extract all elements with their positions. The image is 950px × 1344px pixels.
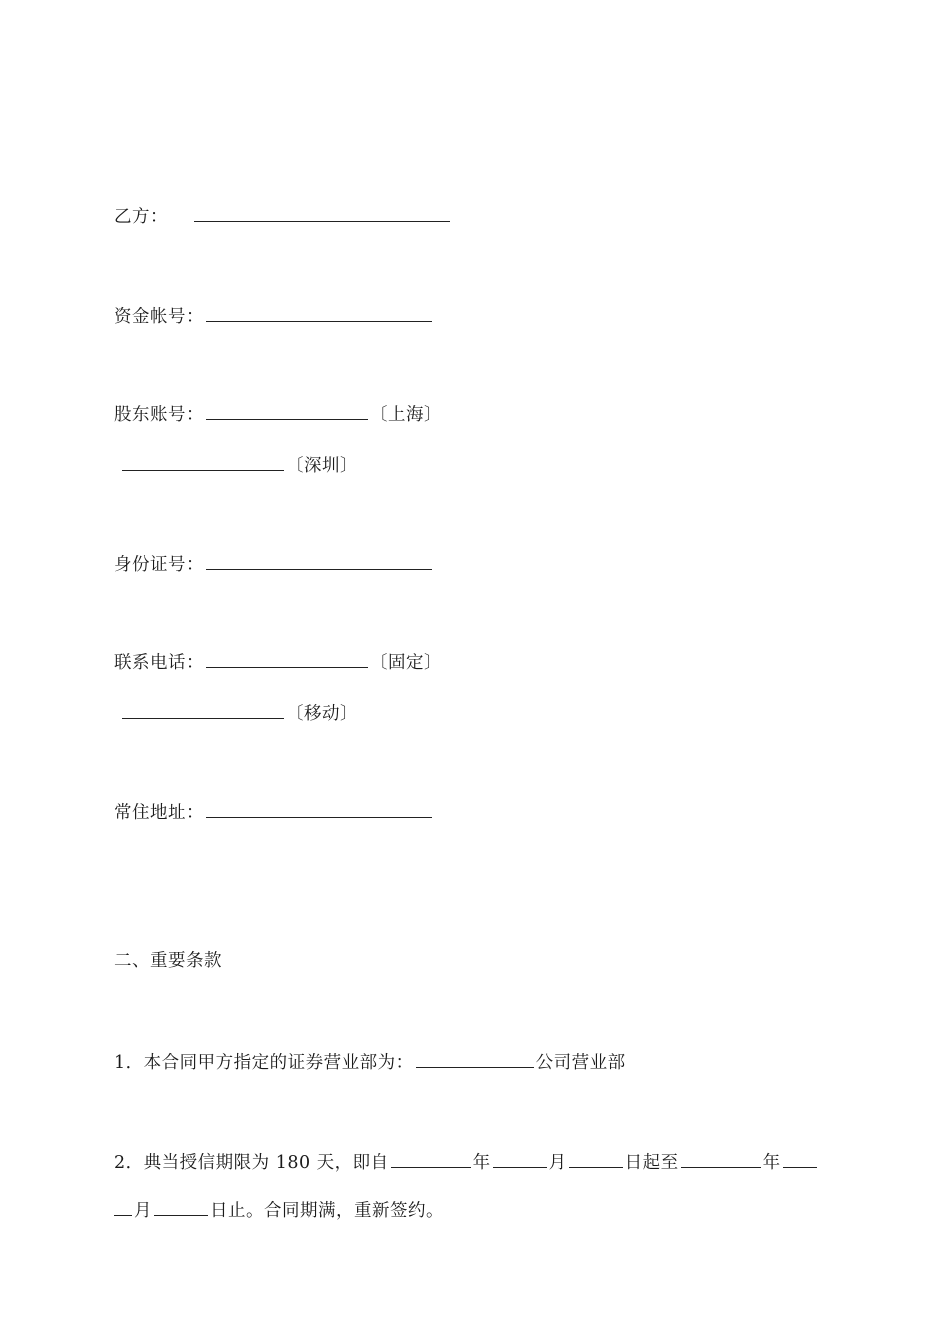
shanghai-suffix: 〔上海〕 [370,405,442,425]
start-month-blank[interactable] [493,1149,547,1168]
shenzhen-suffix: 〔深圳〕 [286,456,358,476]
id-number-blank[interactable] [206,551,432,570]
shanghai-account-blank[interactable] [206,401,368,420]
section-two-heading: 二、重要条款 [114,951,222,971]
year-word-2: 年 [762,1153,781,1173]
mobile-phone-line [122,700,358,726]
mobile-phone-blank[interactable] [122,700,284,719]
end-month-blank-part-2[interactable] [114,1197,132,1216]
start-year-blank[interactable] [391,1149,471,1168]
shenzhen-account-blank[interactable] [122,452,284,471]
start-day-blank[interactable] [569,1149,623,1168]
address-label: 常住地址： [114,803,204,823]
month-word-1: 月 [548,1153,567,1173]
year-word-1: 年 [472,1153,491,1173]
clause-2-text: 2．典当授信期限为 180 天，即自 [114,1153,389,1173]
day-start-word: 日起至 [624,1153,679,1173]
party-b-blank[interactable] [194,203,450,222]
end-year-blank[interactable] [681,1149,761,1168]
clause-1 [114,1049,626,1075]
mobile-suffix: 〔移动〕 [286,704,358,724]
clause-2-line-1 [114,1149,817,1175]
shenzhen-account-line [122,452,358,478]
clause-2-end: 日止。合同期满，重新签约。 [210,1201,444,1221]
end-month-blank-part-1[interactable] [783,1149,817,1168]
fund-account-line [114,303,434,329]
clause-2-line-2 [114,1197,444,1223]
end-day-blank[interactable] [154,1197,208,1216]
phone-label: 联系电话： [114,653,204,673]
securities-office-blank[interactable] [416,1049,534,1068]
id-number-label: 身份证号： [114,555,204,575]
clause-1-suffix: 公司营业部 [535,1053,626,1073]
address-line [114,799,434,825]
fixed-phone-blank[interactable] [206,649,368,668]
clause-1-text: 1．本合同甲方指定的证券营业部为： [114,1053,414,1073]
fixed-suffix: 〔固定〕 [370,653,442,673]
party-b-line [114,203,452,229]
party-b-label: 乙方： [114,207,168,227]
fund-account-label: 资金帐号： [114,307,204,327]
id-number-line [114,551,434,577]
shareholder-account-line [114,401,442,427]
address-blank[interactable] [206,799,432,818]
fund-account-blank[interactable] [206,303,432,322]
shareholder-account-label: 股东账号： [114,405,204,425]
month-word-2: 月 [134,1201,152,1221]
phone-line [114,649,442,675]
